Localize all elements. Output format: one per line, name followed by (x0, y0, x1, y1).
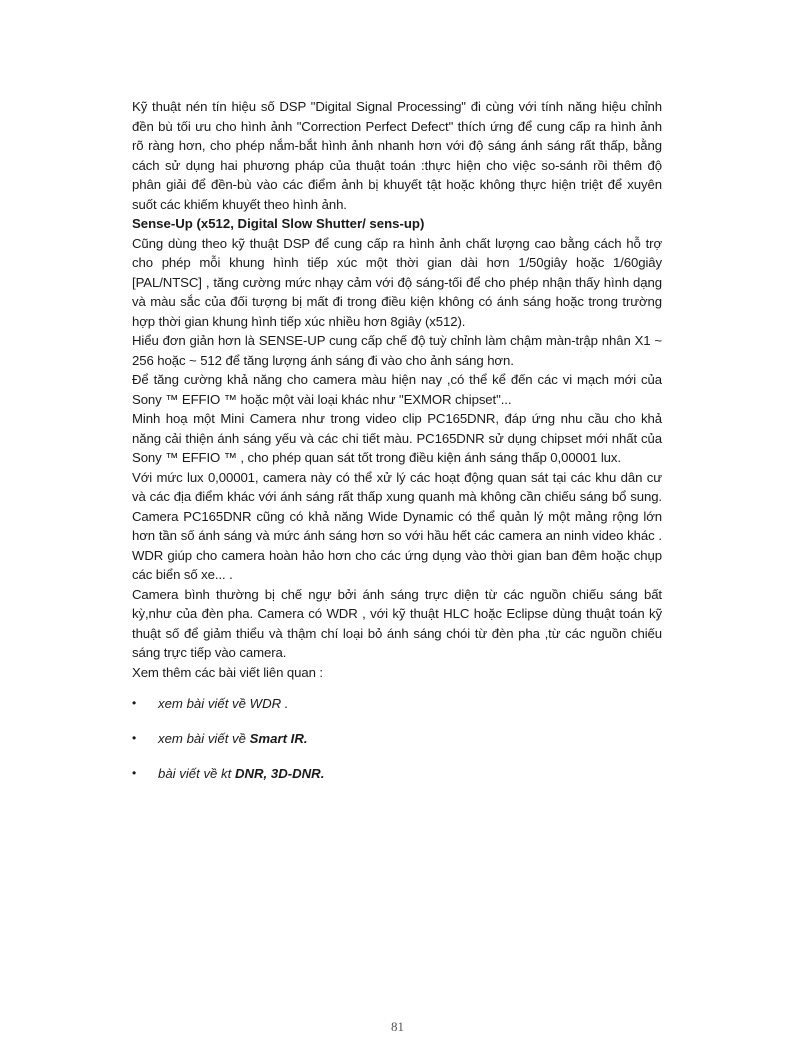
paragraph-related-intro: Xem thêm các bài viết liên quan : (132, 664, 323, 680)
bullet-icon: • (132, 766, 137, 780)
related-link-smart-ir-prefix[interactable]: xem bài viết về (158, 731, 250, 746)
paragraph-sense-up-description: Cũng dùng theo kỹ thuật DSP để cung cấp ra hình ảnh chất lượng cao bằng cách hỗ trợ cho phép mỗi khung hình tiếp xúc một thời gian dài hơn 1/50giây hoặc 1/60giây [PAL/NTSC] , tăng cường mức nhạy cảm với độ sáng-tối để cho phép nhận thấy hình dạng và màu sắc của đối tượng bị mất đi trong điều kiện không có ánh sáng hoặc trong trường hợp thời gian khung hình tiếp xúc nhiều hơn 8giây (x512). (132, 235, 662, 329)
related-link-dnr-prefix[interactable]: bài viết về kt (158, 766, 235, 781)
paragraph-sense-up-simple: Hiểu đơn giản hơn là SENSE-UP cung cấp chế độ tuỳ chỉnh làm chậm màn-trập nhân X1 ~ 256 hoặc ~ 512 để tăng lượng ánh sáng đi vào cho ảnh sáng hơn. (132, 333, 662, 368)
related-link-wdr-text[interactable]: xem bài viết về WDR . (158, 696, 289, 711)
paragraph-low-lux: Với mức lux 0,00001, camera này có thể xử lý các hoạt động quan sát tại các khu dân cư và các địa điểm khác với ánh sáng rất thấp xung quanh mà không cần chiếu sáng bổ sung. Camera PC165DNR cũng có khả năng Wide Dynamic có thể quản lý một mảng rộng lớn hơn tần số ánh sáng và mức ánh sáng hơn so với hầu hết các camera an ninh video khác . WDR giúp cho camera hoàn hảo hơn cho các ứng dụng vào thời gian ban đêm hoặc chụp các biển số xe... . (132, 469, 662, 582)
related-link-dnr-bold[interactable]: DNR, 3D-DNR. (234, 766, 325, 781)
document-body (132, 97, 662, 799)
section-heading-sense-up: Sense-Up (x512, Digital Slow Shutter/ sens-up) (132, 216, 425, 231)
paragraph-mini-camera: Minh hoạ một Mini Camera như trong video clip PC165DNR, đáp ứng nhu cầu cho khả năng cải thiện ánh sáng yếu và các chi tiết màu. PC165DNR sử dụng chipset mới nhất của Sony ™ EFFIO ™ , cho phép quan sát tốt trong điều kiện ánh sáng thấp 0,00001 lux. (132, 411, 662, 465)
paragraph-dsp-intro: Kỹ thuật nén tín hiệu số DSP "Digital Signal Processing" đi cùng với tính năng hiệu chỉnh đền bù tối ưu cho hình ảnh "Correction Perfect Defect" thích ứng để cung cấp ra hình ảnh rõ ràng hơn, cho phép nắm-bắt hình ảnh nhanh hơn với độ sáng ánh sáng rất thấp, bằng cách sử dụng hai phương pháp của thuật toán :thực hiện cho việc so-sánh rồi thêm độ phân giải để đền-bù vào các điểm ảnh bị khuyết tật hoặc không thực hiện triệt để xuyên suốt các khiếm khuyết theo hình ảnh. (132, 99, 662, 212)
related-link-smart-ir[interactable] (132, 729, 662, 748)
related-link-smart-ir-bold[interactable]: Smart IR. (249, 731, 308, 746)
related-articles-list (132, 694, 662, 783)
bullet-icon: • (132, 731, 137, 745)
paragraph-chipsets: Để tăng cường khả năng cho camera màu hiện nay ,có thể kể đến các vi mạch mới của Sony ™ EFFIO ™ hoặc một vài loại khác như "EXMOR chipset"... (132, 372, 662, 407)
paragraph-wdr: Camera bình thường bị chế ngự bởi ánh sáng trực diện từ các nguồn chiếu sáng bất kỳ,như của đèn pha. Camera có WDR , với kỹ thuật HLC hoặc Eclipse dùng thuật toán kỹ thuật số để giảm thiểu và thậm chí loại bỏ ánh sáng chói từ đèn pha ,từ các nguồn chiếu sáng trực tiếp vào camera. (132, 586, 662, 660)
bullet-icon: • (132, 696, 137, 710)
related-link-dnr[interactable] (132, 764, 662, 783)
page-number: 81 (391, 1019, 404, 1034)
related-link-wdr[interactable] (132, 694, 662, 713)
